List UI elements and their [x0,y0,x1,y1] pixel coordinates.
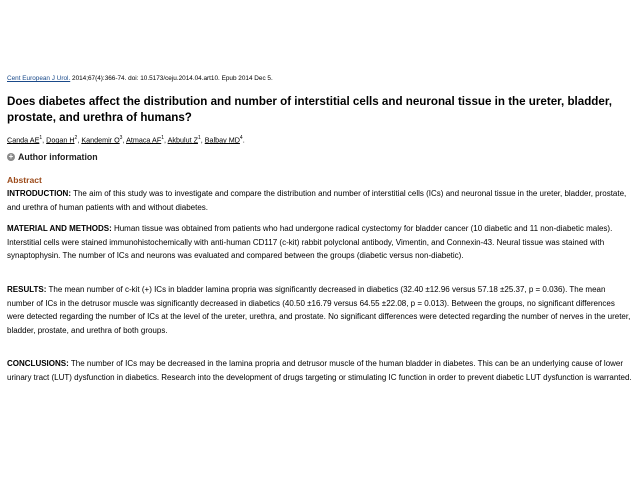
author-link[interactable]: Dogan H [46,135,75,145]
conclusions-text: The number of ICs may be decreased in the lamina propria and detrusor muscle of the human bladder in diabetes. This can be an underlying cause of lower urinary tract (LUT) dysfunction in diabetics. Research into the development of drugs targeting or stimulating IC function in order to prevent diabetic LUT dysfunction is warranted. [7,359,632,382]
author-link[interactable]: Akbulut Z [167,135,198,145]
journal-link[interactable]: Cent European J Urol. [7,75,71,82]
citation-line [7,75,273,82]
abstract-heading: Abstract [7,175,42,185]
abstract-methods [7,222,632,263]
results-label: RESULTS: [7,285,47,294]
conclusions-label: CONCLUSIONS: [7,359,69,368]
author-information-toggle[interactable] [7,152,98,162]
introduction-text: The aim of this study was to investigate and compare the distribution and number of interstitial cells (ICs) and neuronal tissue in the ureter, bladder, prostate, and urethra of human patients with and without diabetes. [7,189,627,212]
author-list: Canda $AE^1$, Dogan $H^2$, Kandemir $O^3$, Atmaca $AF^1$, Akbulut $Z^1$, Balbay $MD^4$. [7,135,245,145]
author-link[interactable]: Canda AE [7,135,40,145]
article-title: Does diabetes affect the distribution and number of interstitial cells and neuronal tissue in the ureter, bladder, prostate, and urethra of humans? [7,95,612,124]
citation-details: 2014;67(4):366-74. doi: 10.5173/ceju.2014.04.art10. Epub 2014 Dec 5. [70,75,273,82]
abstract-conclusions [7,357,632,384]
author-link[interactable]: Atmaca AF [126,135,162,145]
author-information-label: Author information [18,152,98,162]
abstract-results [7,283,632,338]
introduction-label: INTRODUCTION: [7,189,71,198]
abstract-introduction [7,187,632,214]
author-link[interactable]: Kandemir O [81,135,120,145]
plus-icon: + [8,152,14,161]
results-text: The mean number of c-kit (+) ICs in bladder lamina propria was significantly decreased in diabetics (32.40 ±12.96 versus 57.18 ±25.37, p = 0.036). The mean number of ICs in the detrusor muscle was significantly decreased in diabetics (40.50 ±16.79 versus 64.55 ±22.08, p = 0.013). Between the groups, no significant differences were detected regarding the number of ICs at the level of the ureter, urethra, and prostate. No significant differences were detected regarding the number of nerves in the ureter, bladder, prostate, and urethra of both groups. [7,285,631,336]
author-link[interactable]: Balbay MD [204,135,240,145]
methods-label: MATERIAL AND METHODS: [7,224,112,233]
methods-text: Human tissue was obtained from patients who had undergone radical cystectomy for bladder cancer (10 diabetic and 11 non-diabetic males). Interstitial cells were stained immunohistochemically with anti-human CD117 (c-kit) rabbit polyclonal antibody, Vimentin, and Connexin-43. Neural tissue was stained with synaptophysin. The number of ICs and neurons was evaluated and compared between the groups (diabetic versus non-diabetic). [7,224,613,261]
